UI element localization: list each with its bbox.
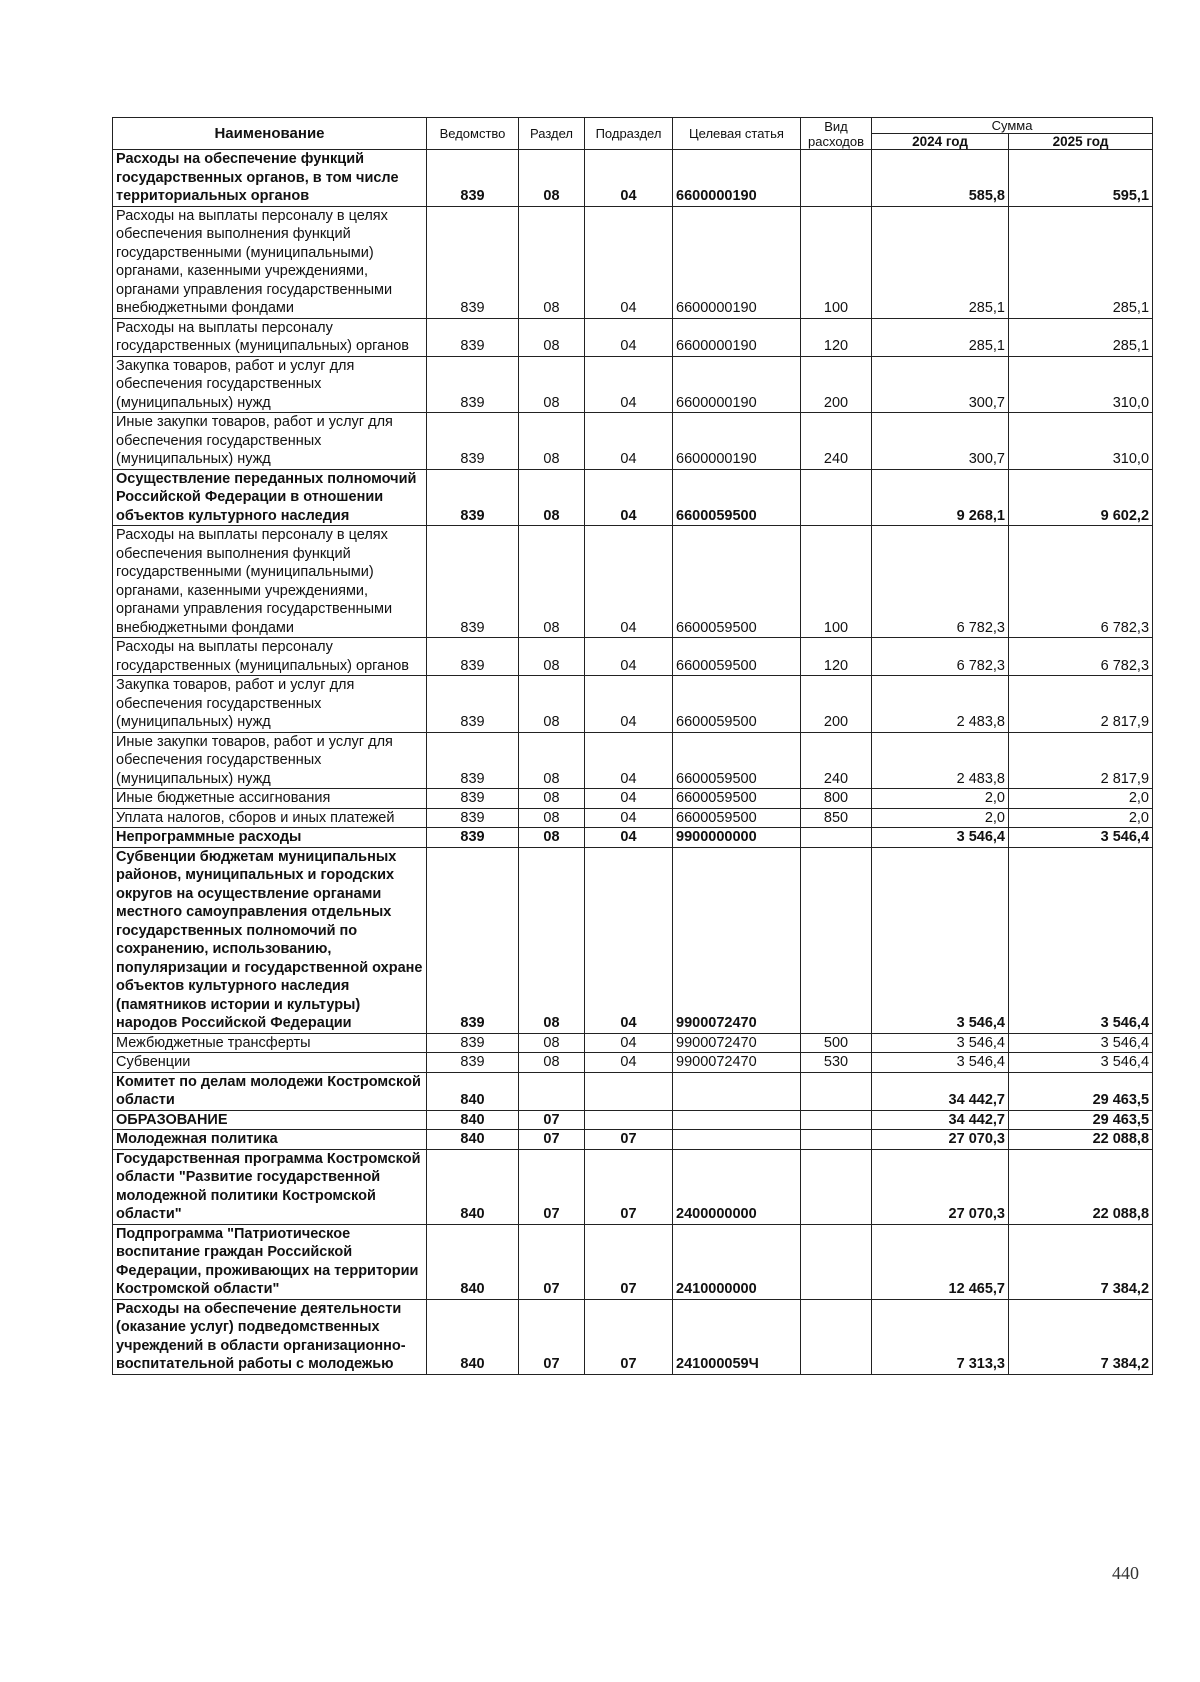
row-tselevaya: 6600000190 [673, 206, 801, 318]
row-sum-2025: 6 782,3 [1009, 526, 1153, 638]
row-name: Расходы на обеспечение деятельности (оказание услуг) подведомственных учреждений в области организационно-воспитательной работы с молодежью [113, 1299, 427, 1374]
row-vid [801, 1149, 872, 1224]
row-podrazdel: 04 [585, 638, 673, 676]
table-row [113, 828, 1153, 848]
row-sum-2024: 2,0 [872, 789, 1009, 809]
row-vid: 800 [801, 789, 872, 809]
row-podrazdel [585, 1110, 673, 1130]
table-row [113, 150, 1153, 207]
row-vid: 200 [801, 676, 872, 733]
row-vid: 200 [801, 356, 872, 413]
row-name: Иные закупки товаров, работ и услуг для обеспечения государственных (муниципальных) нужд [113, 732, 427, 789]
row-vedomstvo: 839 [427, 789, 519, 809]
row-vedomstvo: 839 [427, 318, 519, 356]
row-tselevaya: 2400000000 [673, 1149, 801, 1224]
row-name: Закупка товаров, работ и услуг для обеспечения государственных (муниципальных) нужд [113, 356, 427, 413]
row-podrazdel: 04 [585, 732, 673, 789]
row-name: Расходы на выплаты персоналу в целях обеспечения выполнения функций государственными (муниципальными) органами, казенными учреждениями, органами управления государственными внебюджетными фондами [113, 526, 427, 638]
row-sum-2024: 2 483,8 [872, 676, 1009, 733]
table-row [113, 732, 1153, 789]
row-podrazdel: 04 [585, 1053, 673, 1073]
row-vid [801, 1110, 872, 1130]
header-vedomstvo: Ведомство [427, 118, 519, 150]
row-tselevaya: 9900072470 [673, 1053, 801, 1073]
row-sum-2025: 29 463,5 [1009, 1110, 1153, 1130]
row-podrazdel: 07 [585, 1149, 673, 1224]
row-vedomstvo: 839 [427, 847, 519, 1033]
row-sum-2024: 585,8 [872, 150, 1009, 207]
row-razdel: 07 [519, 1299, 585, 1374]
row-podrazdel [585, 1072, 673, 1110]
row-name: Межбюджетные трансферты [113, 1033, 427, 1053]
row-razdel: 08 [519, 356, 585, 413]
row-razdel: 08 [519, 638, 585, 676]
row-sum-2024: 300,7 [872, 356, 1009, 413]
row-sum-2024: 12 465,7 [872, 1224, 1009, 1299]
row-razdel: 08 [519, 1053, 585, 1073]
row-vid [801, 1224, 872, 1299]
row-razdel: 07 [519, 1130, 585, 1150]
row-podrazdel: 04 [585, 828, 673, 848]
row-podrazdel: 04 [585, 356, 673, 413]
row-razdel: 08 [519, 526, 585, 638]
row-name: Расходы на выплаты персоналу государственных (муниципальных) органов [113, 318, 427, 356]
table-row [113, 789, 1153, 809]
row-vid: 240 [801, 732, 872, 789]
row-razdel: 08 [519, 789, 585, 809]
row-razdel: 08 [519, 469, 585, 526]
row-name: Молодежная политика [113, 1130, 427, 1150]
row-vedomstvo: 839 [427, 828, 519, 848]
row-podrazdel: 07 [585, 1224, 673, 1299]
row-name: Иные бюджетные ассигнования [113, 789, 427, 809]
row-sum-2025: 3 546,4 [1009, 847, 1153, 1033]
row-tselevaya: 9900000000 [673, 828, 801, 848]
row-razdel: 08 [519, 1033, 585, 1053]
table-row [113, 1130, 1153, 1150]
table-row [113, 206, 1153, 318]
row-razdel: 07 [519, 1110, 585, 1130]
row-sum-2025: 3 546,4 [1009, 828, 1153, 848]
table-row [113, 676, 1153, 733]
row-vid [801, 1072, 872, 1110]
row-vid [801, 828, 872, 848]
row-razdel: 08 [519, 150, 585, 207]
row-razdel: 07 [519, 1224, 585, 1299]
row-podrazdel: 04 [585, 526, 673, 638]
row-name: Субвенции бюджетам муниципальных районов, муниципальных и городских округов на осуществление органами местного самоуправления отдельных государственных полномочий по сохранению, использованию, популяризации и государственной охране объектов культурного наследия (памятников истории и культуры) народов Российской Федерации [113, 847, 427, 1033]
row-name: Уплата налогов, сборов и иных платежей [113, 808, 427, 828]
row-name: Комитет по делам молодежи Костромской области [113, 1072, 427, 1110]
row-vid [801, 1299, 872, 1374]
row-sum-2025: 7 384,2 [1009, 1224, 1153, 1299]
row-sum-2025: 29 463,5 [1009, 1072, 1153, 1110]
table-row [113, 1299, 1153, 1374]
row-sum-2024: 3 546,4 [872, 847, 1009, 1033]
row-sum-2025: 310,0 [1009, 356, 1153, 413]
row-sum-2024: 285,1 [872, 318, 1009, 356]
row-sum-2024: 3 546,4 [872, 1033, 1009, 1053]
row-sum-2025: 22 088,8 [1009, 1130, 1153, 1150]
row-vedomstvo: 839 [427, 526, 519, 638]
row-sum-2025: 7 384,2 [1009, 1299, 1153, 1374]
row-vedomstvo: 840 [427, 1299, 519, 1374]
row-vedomstvo: 839 [427, 638, 519, 676]
row-sum-2024: 9 268,1 [872, 469, 1009, 526]
row-vedomstvo: 839 [427, 676, 519, 733]
row-vedomstvo: 840 [427, 1110, 519, 1130]
row-tselevaya: 6600059500 [673, 638, 801, 676]
row-sum-2025: 9 602,2 [1009, 469, 1153, 526]
row-sum-2025: 3 546,4 [1009, 1033, 1153, 1053]
table-row [113, 413, 1153, 470]
row-sum-2024: 34 442,7 [872, 1072, 1009, 1110]
row-podrazdel: 04 [585, 413, 673, 470]
row-podrazdel: 04 [585, 318, 673, 356]
row-sum-2024: 3 546,4 [872, 1053, 1009, 1073]
row-tselevaya: 9900072470 [673, 847, 801, 1033]
row-vid: 100 [801, 206, 872, 318]
row-name: Закупка товаров, работ и услуг для обеспечения государственных (муниципальных) нужд [113, 676, 427, 733]
row-vid: 100 [801, 526, 872, 638]
header-row [113, 118, 1153, 134]
table-row [113, 318, 1153, 356]
table-row [113, 847, 1153, 1033]
header-podrazdel: Подраздел [585, 118, 673, 150]
row-vedomstvo: 839 [427, 732, 519, 789]
row-tselevaya: 2410000000 [673, 1224, 801, 1299]
row-tselevaya: 6600059500 [673, 469, 801, 526]
row-sum-2024: 2 483,8 [872, 732, 1009, 789]
row-vid: 850 [801, 808, 872, 828]
row-name: Государственная программа Костромской области "Развитие государственной молодежной политики Костромской области" [113, 1149, 427, 1224]
row-name: Расходы на выплаты персоналу государственных (муниципальных) органов [113, 638, 427, 676]
row-sum-2025: 595,1 [1009, 150, 1153, 207]
header-2024: 2024 год [872, 134, 1009, 150]
row-tselevaya: 6600000190 [673, 356, 801, 413]
header-name: Наименование [113, 118, 427, 150]
row-razdel: 08 [519, 847, 585, 1033]
row-sum-2024: 3 546,4 [872, 828, 1009, 848]
header-razdel: Раздел [519, 118, 585, 150]
row-vid [801, 150, 872, 207]
row-sum-2024: 27 070,3 [872, 1149, 1009, 1224]
row-vid: 500 [801, 1033, 872, 1053]
row-sum-2025: 2 817,9 [1009, 732, 1153, 789]
row-vid [801, 1130, 872, 1150]
page-number: 440 [1112, 1563, 1139, 1583]
row-sum-2025: 285,1 [1009, 318, 1153, 356]
table-row [113, 526, 1153, 638]
row-vedomstvo: 839 [427, 356, 519, 413]
table-row [113, 1110, 1153, 1130]
table-row [113, 1072, 1153, 1110]
row-tselevaya: 9900072470 [673, 1033, 801, 1053]
table-row [113, 1033, 1153, 1053]
row-tselevaya: 6600000190 [673, 150, 801, 207]
table-row [113, 808, 1153, 828]
row-tselevaya: 6600000190 [673, 413, 801, 470]
row-podrazdel: 04 [585, 469, 673, 526]
row-name: Осуществление переданных полномочий Российской Федерации в отношении объектов культурного наследия [113, 469, 427, 526]
row-name: Непрограммные расходы [113, 828, 427, 848]
row-vedomstvo: 840 [427, 1149, 519, 1224]
row-vedomstvo: 839 [427, 808, 519, 828]
header-summa: Сумма [872, 118, 1153, 134]
row-razdel: 08 [519, 676, 585, 733]
row-podrazdel: 07 [585, 1130, 673, 1150]
row-sum-2024: 7 313,3 [872, 1299, 1009, 1374]
row-name: Субвенции [113, 1053, 427, 1073]
row-vedomstvo: 839 [427, 206, 519, 318]
row-sum-2025: 22 088,8 [1009, 1149, 1153, 1224]
row-podrazdel: 04 [585, 206, 673, 318]
table-row [113, 356, 1153, 413]
row-sum-2025: 2,0 [1009, 808, 1153, 828]
row-vid: 530 [801, 1053, 872, 1073]
row-sum-2025: 2,0 [1009, 789, 1153, 809]
row-razdel [519, 1072, 585, 1110]
row-name: Подпрограмма "Патриотическое воспитание граждан Российской Федерации, проживающих на территории Костромской области" [113, 1224, 427, 1299]
row-vedomstvo: 839 [427, 150, 519, 207]
row-name: Расходы на обеспечение функций государственных органов, в том числе территориальных органов [113, 150, 427, 207]
row-razdel: 08 [519, 413, 585, 470]
row-vid: 240 [801, 413, 872, 470]
row-tselevaya [673, 1072, 801, 1110]
row-tselevaya: 241000059Ч [673, 1299, 801, 1374]
row-tselevaya: 6600059500 [673, 526, 801, 638]
row-vid [801, 469, 872, 526]
row-vid [801, 847, 872, 1033]
row-tselevaya: 6600059500 [673, 808, 801, 828]
row-vedomstvo: 840 [427, 1072, 519, 1110]
row-vedomstvo: 839 [427, 469, 519, 526]
row-sum-2024: 300,7 [872, 413, 1009, 470]
row-vid: 120 [801, 318, 872, 356]
table-row [113, 1224, 1153, 1299]
table-row [113, 638, 1153, 676]
table-row [113, 469, 1153, 526]
budget-table [112, 117, 1153, 1375]
row-tselevaya [673, 1130, 801, 1150]
row-sum-2025: 310,0 [1009, 413, 1153, 470]
header-vid: Вид расходов [801, 118, 872, 150]
row-tselevaya: 6600000190 [673, 318, 801, 356]
row-podrazdel: 04 [585, 789, 673, 809]
row-podrazdel: 04 [585, 676, 673, 733]
table-body [113, 150, 1153, 1375]
row-name: Расходы на выплаты персоналу в целях обеспечения выполнения функций государственными (муниципальными) органами, казенными учреждениями, органами управления государственными внебюджетными фондами [113, 206, 427, 318]
header-2025: 2025 год [1009, 134, 1153, 150]
row-vedomstvo: 839 [427, 1033, 519, 1053]
row-razdel: 08 [519, 206, 585, 318]
row-sum-2024: 27 070,3 [872, 1130, 1009, 1150]
table-row [113, 1149, 1153, 1224]
row-podrazdel: 04 [585, 847, 673, 1033]
table-row [113, 1053, 1153, 1073]
row-podrazdel: 04 [585, 1033, 673, 1053]
row-razdel: 08 [519, 808, 585, 828]
row-vedomstvo: 839 [427, 1053, 519, 1073]
row-name: ОБРАЗОВАНИЕ [113, 1110, 427, 1130]
row-sum-2024: 6 782,3 [872, 526, 1009, 638]
row-vedomstvo: 839 [427, 413, 519, 470]
row-sum-2024: 6 782,3 [872, 638, 1009, 676]
row-sum-2024: 34 442,7 [872, 1110, 1009, 1130]
row-razdel: 08 [519, 318, 585, 356]
row-podrazdel: 04 [585, 808, 673, 828]
row-sum-2024: 2,0 [872, 808, 1009, 828]
row-razdel: 08 [519, 828, 585, 848]
row-tselevaya: 6600059500 [673, 732, 801, 789]
row-sum-2025: 3 546,4 [1009, 1053, 1153, 1073]
row-vid: 120 [801, 638, 872, 676]
row-sum-2025: 285,1 [1009, 206, 1153, 318]
row-tselevaya: 6600059500 [673, 676, 801, 733]
row-sum-2025: 6 782,3 [1009, 638, 1153, 676]
header-tselevaya: Целевая статья [673, 118, 801, 150]
row-vedomstvo: 840 [427, 1224, 519, 1299]
row-vedomstvo: 840 [427, 1130, 519, 1150]
row-razdel: 08 [519, 732, 585, 789]
row-razdel: 07 [519, 1149, 585, 1224]
row-tselevaya: 6600059500 [673, 789, 801, 809]
row-name: Иные закупки товаров, работ и услуг для обеспечения государственных (муниципальных) нужд [113, 413, 427, 470]
row-podrazdel: 04 [585, 150, 673, 207]
row-tselevaya [673, 1110, 801, 1130]
row-sum-2024: 285,1 [872, 206, 1009, 318]
row-podrazdel: 07 [585, 1299, 673, 1374]
row-sum-2025: 2 817,9 [1009, 676, 1153, 733]
